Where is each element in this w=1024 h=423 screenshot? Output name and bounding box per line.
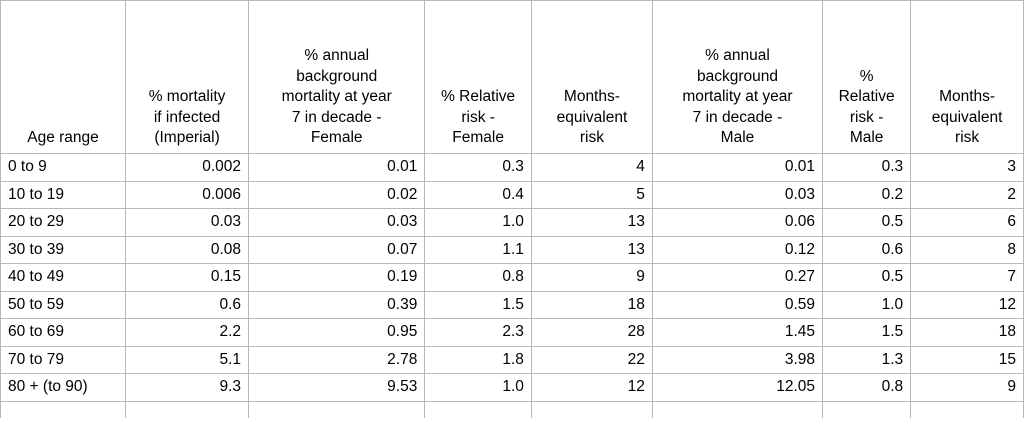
column-header-background-mortality-female xyxy=(249,1,425,154)
cell-empty xyxy=(531,401,652,418)
column-header-mortality-imperial xyxy=(126,1,249,154)
cell-months-equivalent-male: 12 xyxy=(911,291,1024,319)
header-line: risk - xyxy=(461,108,495,126)
cell-relative-risk-female: 1.5 xyxy=(425,291,532,319)
cell-relative-risk-female: 1.8 xyxy=(425,346,532,374)
cell-background-mortality-male: 0.27 xyxy=(652,264,822,292)
cell-months-equivalent-female: 22 xyxy=(531,346,652,374)
cell-age-range: 30 to 39 xyxy=(1,236,126,264)
cell-background-mortality-male: 0.12 xyxy=(652,236,822,264)
column-header-age-range xyxy=(1,1,126,154)
header-line: equivalent xyxy=(931,108,1003,126)
header-line: Female xyxy=(310,129,363,147)
cell-empty xyxy=(249,401,425,418)
cell-mortality-imperial: 0.6 xyxy=(126,291,249,319)
cell-months-equivalent-female: 5 xyxy=(531,181,652,209)
cell-mortality-imperial: 5.1 xyxy=(126,346,249,374)
cell-background-mortality-female: 0.07 xyxy=(249,236,425,264)
table-header-row xyxy=(1,1,1024,154)
cell-mortality-imperial: 9.3 xyxy=(126,374,249,402)
header-line: Age range xyxy=(27,129,99,147)
header-line: Female xyxy=(452,129,504,147)
header-line: mortality at year xyxy=(682,88,793,106)
header-line: 7 in decade - xyxy=(692,108,783,126)
table-row xyxy=(1,264,1024,292)
cell-age-range: 40 to 49 xyxy=(1,264,126,292)
table-row xyxy=(1,209,1024,237)
cell-mortality-imperial: 0.08 xyxy=(126,236,249,264)
cell-relative-risk-male: 1.3 xyxy=(823,346,911,374)
cell-background-mortality-male: 0.01 xyxy=(652,154,822,182)
header-line: Months- xyxy=(563,88,620,106)
table-row xyxy=(1,291,1024,319)
header-line: background xyxy=(696,67,778,85)
cell-background-mortality-female: 0.02 xyxy=(249,181,425,209)
cell-months-equivalent-male: 3 xyxy=(911,154,1024,182)
cell-background-mortality-female: 2.78 xyxy=(249,346,425,374)
header-line: risk xyxy=(955,129,980,147)
column-header-months-equivalent-risk-female xyxy=(531,1,652,154)
cell-relative-risk-female: 1.0 xyxy=(425,209,532,237)
cell-relative-risk-male: 1.5 xyxy=(823,319,911,347)
cell-mortality-imperial: 2.2 xyxy=(126,319,249,347)
column-header-months-equivalent-risk-male xyxy=(911,1,1024,154)
header-line: Male xyxy=(849,129,884,147)
header-line: risk - xyxy=(849,108,884,126)
header-line: 7 in decade - xyxy=(291,108,382,126)
header-line: % annual xyxy=(304,46,370,64)
header-line: (Imperial) xyxy=(154,129,220,147)
cell-relative-risk-female: 0.3 xyxy=(425,154,532,182)
cell-relative-risk-female: 2.3 xyxy=(425,319,532,347)
header-line: Relative xyxy=(838,88,895,106)
cell-mortality-imperial: 0.006 xyxy=(126,181,249,209)
cell-background-mortality-female: 0.95 xyxy=(249,319,425,347)
cell-months-equivalent-male: 6 xyxy=(911,209,1024,237)
cell-background-mortality-female: 9.53 xyxy=(249,374,425,402)
header-line: % Relative xyxy=(441,88,516,106)
cell-background-mortality-female: 0.03 xyxy=(249,209,425,237)
table-row xyxy=(1,236,1024,264)
cell-months-equivalent-male: 7 xyxy=(911,264,1024,292)
cell-months-equivalent-female: 18 xyxy=(531,291,652,319)
header-line: Male xyxy=(720,129,755,147)
cell-relative-risk-male: 0.5 xyxy=(823,209,911,237)
cell-relative-risk-female: 0.8 xyxy=(425,264,532,292)
table-row-empty xyxy=(1,401,1024,418)
cell-relative-risk-male: 0.6 xyxy=(823,236,911,264)
header-line: risk xyxy=(579,129,604,147)
header-line: Months- xyxy=(939,88,996,106)
cell-age-range: 50 to 59 xyxy=(1,291,126,319)
cell-months-equivalent-female: 9 xyxy=(531,264,652,292)
cell-background-mortality-male: 0.03 xyxy=(652,181,822,209)
cell-age-range: 60 to 69 xyxy=(1,319,126,347)
cell-relative-risk-female: 1.1 xyxy=(425,236,532,264)
cell-background-mortality-female: 0.19 xyxy=(249,264,425,292)
header-line: if infected xyxy=(153,108,221,126)
cell-background-mortality-male: 0.59 xyxy=(652,291,822,319)
cell-relative-risk-female: 0.4 xyxy=(425,181,532,209)
cell-background-mortality-male: 3.98 xyxy=(652,346,822,374)
cell-empty xyxy=(1,401,126,418)
cell-relative-risk-male: 0.8 xyxy=(823,374,911,402)
cell-empty xyxy=(652,401,822,418)
table-row xyxy=(1,374,1024,402)
column-header-background-mortality-male xyxy=(652,1,822,154)
cell-months-equivalent-female: 28 xyxy=(531,319,652,347)
header-line: % xyxy=(859,67,874,85)
table-row xyxy=(1,346,1024,374)
header-line: equivalent xyxy=(556,108,628,126)
cell-months-equivalent-female: 13 xyxy=(531,209,652,237)
cell-relative-risk-male: 0.2 xyxy=(823,181,911,209)
header-line: mortality at year xyxy=(281,88,392,106)
cell-months-equivalent-female: 12 xyxy=(531,374,652,402)
cell-age-range: 80 + (to 90) xyxy=(1,374,126,402)
cell-relative-risk-female: 1.0 xyxy=(425,374,532,402)
cell-empty xyxy=(425,401,532,418)
cell-mortality-imperial: 0.002 xyxy=(126,154,249,182)
table-row xyxy=(1,154,1024,182)
column-header-relative-risk-female xyxy=(425,1,532,154)
cell-mortality-imperial: 0.15 xyxy=(126,264,249,292)
cell-background-mortality-female: 0.01 xyxy=(249,154,425,182)
column-header-relative-risk-male xyxy=(823,1,911,154)
cell-age-range: 0 to 9 xyxy=(1,154,126,182)
cell-empty xyxy=(126,401,249,418)
cell-relative-risk-male: 1.0 xyxy=(823,291,911,319)
table-body xyxy=(1,154,1024,418)
cell-age-range: 70 to 79 xyxy=(1,346,126,374)
cell-relative-risk-male: 0.3 xyxy=(823,154,911,182)
cell-empty xyxy=(823,401,911,418)
cell-background-mortality-female: 0.39 xyxy=(249,291,425,319)
cell-months-equivalent-male: 8 xyxy=(911,236,1024,264)
cell-months-equivalent-male: 18 xyxy=(911,319,1024,347)
cell-mortality-imperial: 0.03 xyxy=(126,209,249,237)
cell-background-mortality-male: 1.45 xyxy=(652,319,822,347)
cell-empty xyxy=(911,401,1024,418)
header-line: % mortality xyxy=(148,88,226,106)
cell-age-range: 20 to 29 xyxy=(1,209,126,237)
cell-relative-risk-male: 0.5 xyxy=(823,264,911,292)
cell-months-equivalent-female: 4 xyxy=(531,154,652,182)
cell-background-mortality-male: 0.06 xyxy=(652,209,822,237)
cell-months-equivalent-male: 15 xyxy=(911,346,1024,374)
header-line: background xyxy=(296,67,378,85)
cell-age-range: 10 to 19 xyxy=(1,181,126,209)
cell-background-mortality-male: 12.05 xyxy=(652,374,822,402)
table-row xyxy=(1,319,1024,347)
header-line: % annual xyxy=(705,46,770,64)
table-row xyxy=(1,181,1024,209)
cell-months-equivalent-female: 13 xyxy=(531,236,652,264)
cell-months-equivalent-male: 2 xyxy=(911,181,1024,209)
cell-months-equivalent-male: 9 xyxy=(911,374,1024,402)
